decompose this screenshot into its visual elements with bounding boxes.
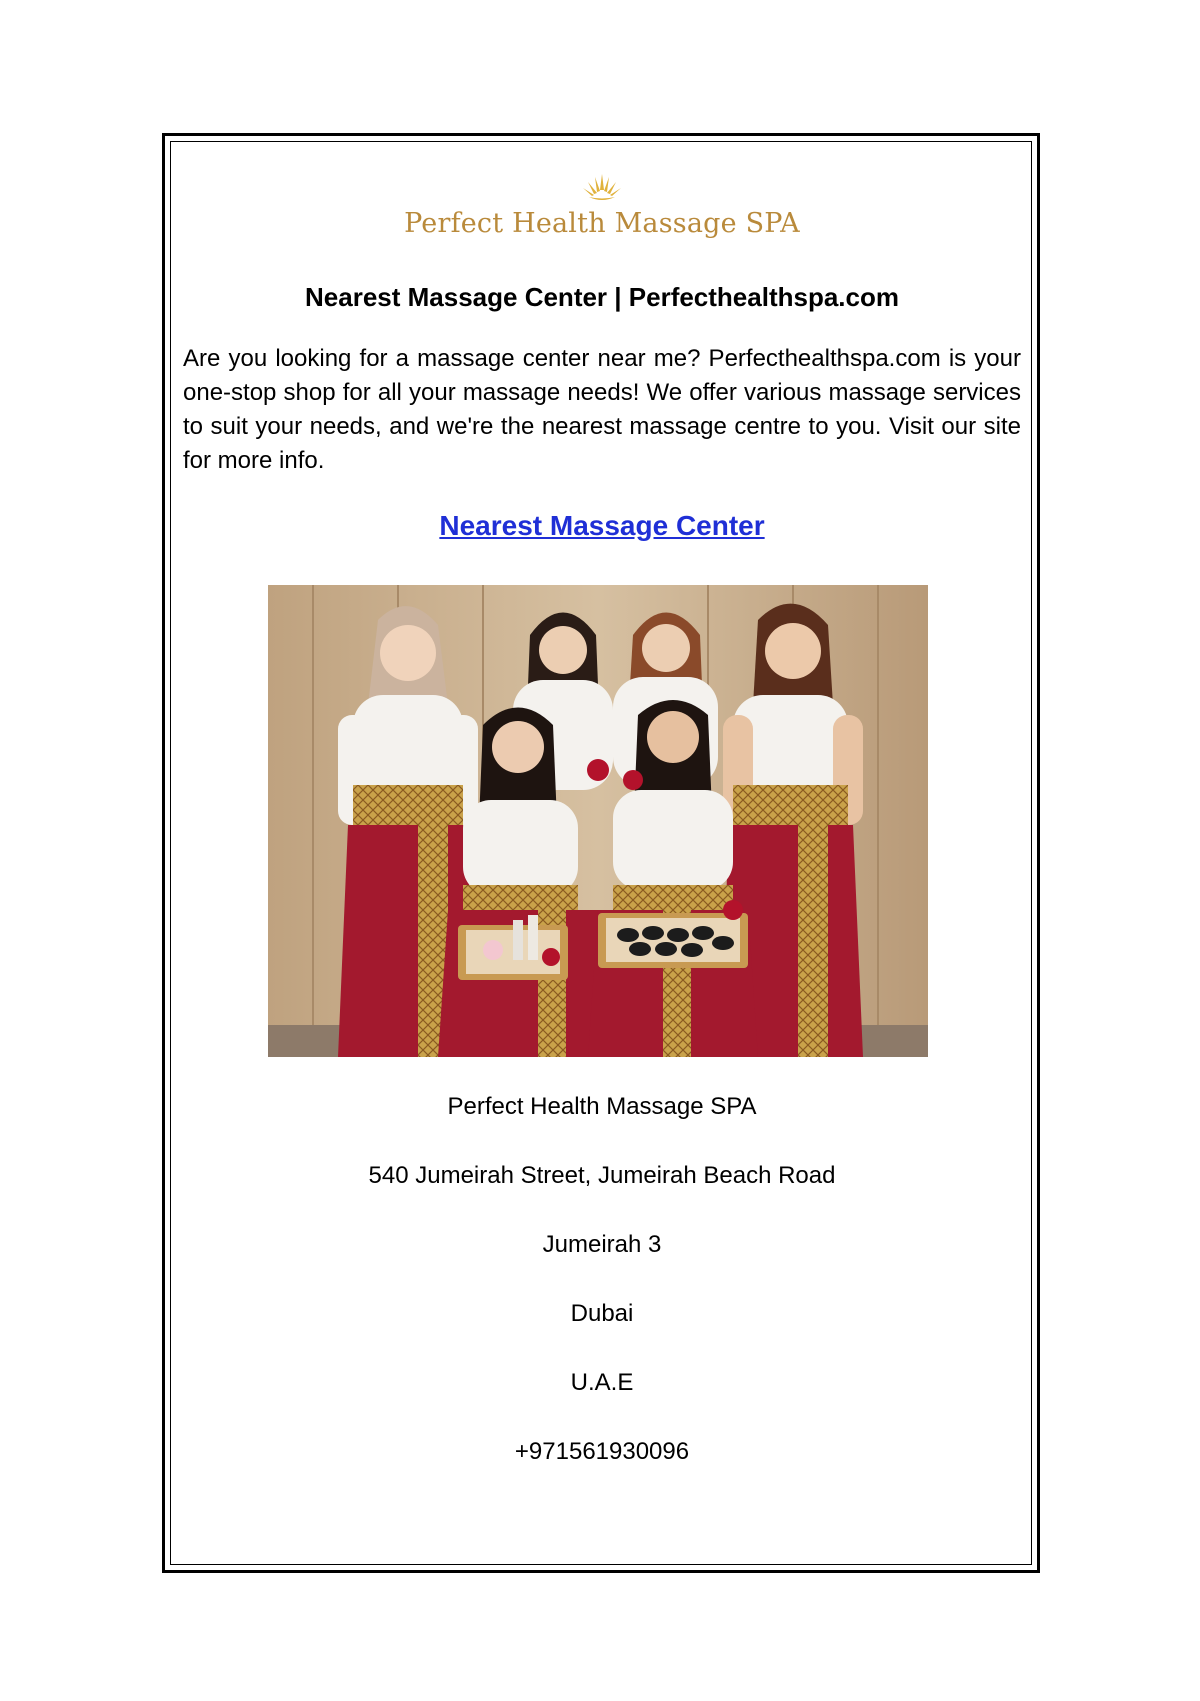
lotus-icon (579, 172, 625, 204)
intro-paragraph: Are you looking for a massage center near me? Perfecthealthspa.com is your one-stop shop for all your massage needs! We offer various massage services to suit your needs, and we're the nearest massage centre to you. Visit our site for more info. (183, 345, 1021, 474)
country: U.A.E (570, 1369, 634, 1396)
staff-photo (268, 585, 928, 1057)
address-block (183, 1090, 1021, 1504)
street-address: 540 Jumeirah Street, Jumeirah Beach Road (368, 1162, 836, 1189)
district: Jumeirah 3 (542, 1231, 662, 1258)
staff-photo-illustration (268, 585, 928, 1057)
link-container (183, 510, 1021, 542)
spa-logo (183, 172, 1021, 239)
phone-number: +971561930096 (514, 1438, 690, 1465)
page-title: Nearest Massage Center | Perfecthealthspa.com (305, 282, 899, 312)
logo-wordmark: Perfect Health Massage SPA (404, 208, 800, 239)
city: Dubai (570, 1300, 634, 1327)
business-name: Perfect Health Massage SPA (447, 1093, 757, 1120)
nearest-massage-center-link[interactable]: Nearest Massage Center (439, 510, 765, 541)
